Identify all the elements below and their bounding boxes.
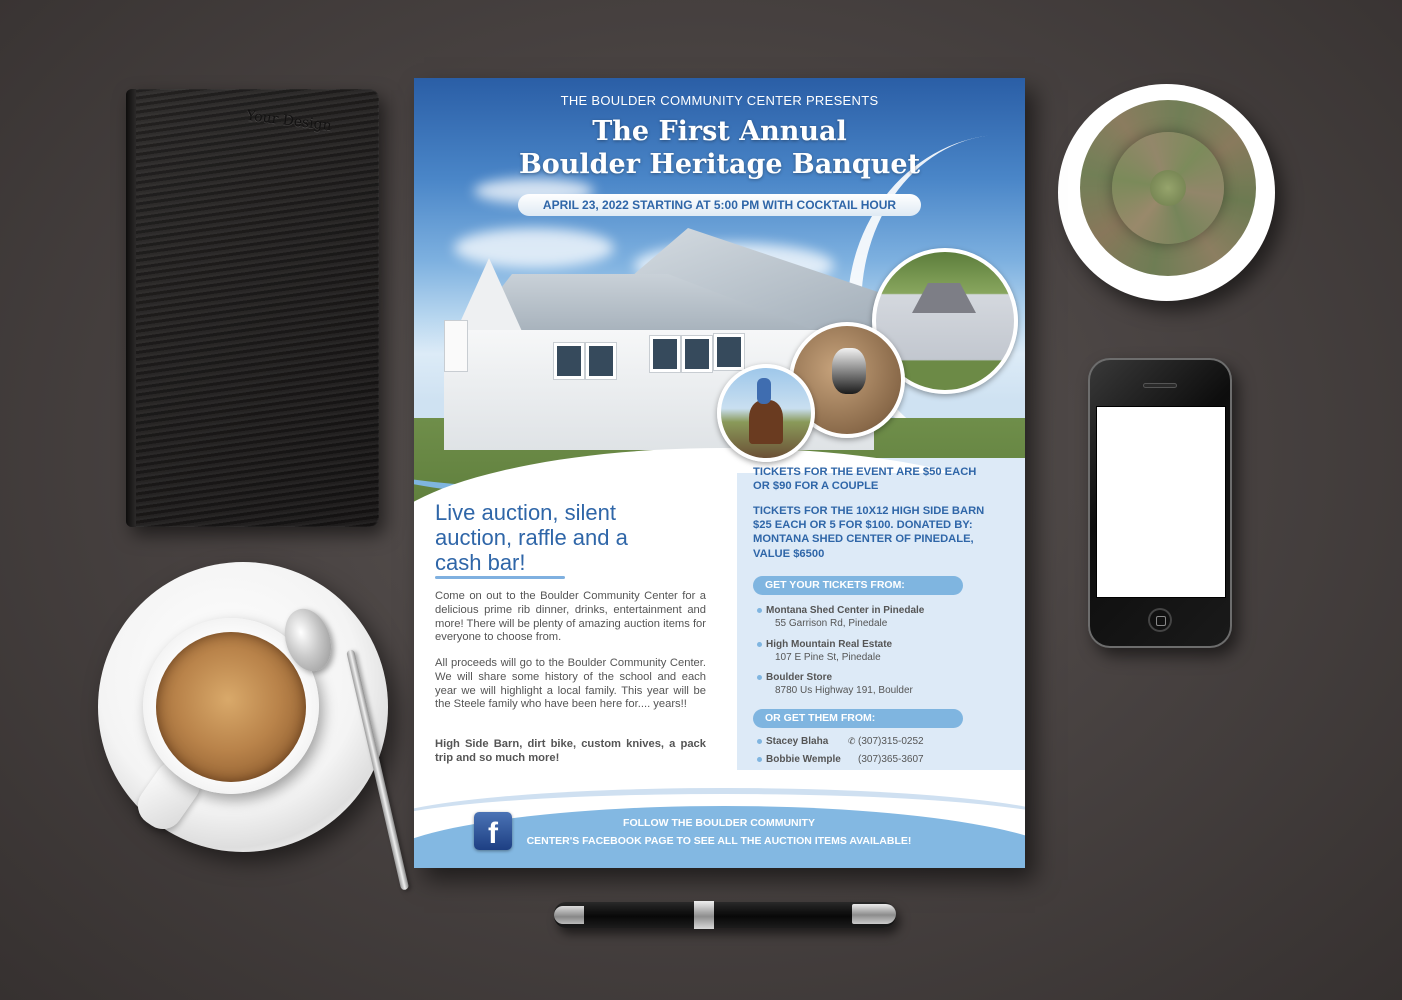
- bullet-icon: [757, 642, 762, 647]
- building-door: [444, 320, 468, 372]
- headline-line-3: cash bar!: [435, 550, 526, 575]
- headline-underline: [435, 576, 565, 579]
- presents-text: THE BOULDER COMMUNITY CENTER PRESENTS: [560, 93, 879, 108]
- or-get-them-heading: OR GET THEM FROM:: [753, 709, 963, 728]
- location-address: 55 Garrison Rd, Pinedale: [775, 618, 888, 629]
- footer-line-2: CENTER'S FACEBOOK PAGE TO SEE ALL THE AUCTION ITEMS AVAILABLE!: [526, 835, 912, 847]
- contact-name: Bobbie Wemple: [766, 754, 841, 765]
- notebook-emboss-text: Your Design: [245, 107, 333, 135]
- barn-raffle-info: [753, 504, 1003, 561]
- contact-name: Stacey Blaha: [766, 736, 829, 747]
- cloud: [454, 228, 614, 268]
- proceeds-paragraph: All proceeds will go to the Boulder Community Center. We will share some history of the school and each year we will highlight a local family. This year will be the Steele family who have been here for.... years!!: [435, 657, 706, 711]
- pen: [554, 902, 896, 928]
- pen-band: [694, 901, 714, 929]
- location-name: High Mountain Real Estate: [766, 639, 893, 650]
- notebook-spine: [126, 89, 136, 527]
- building-window: [586, 343, 616, 379]
- phone-screen: [1096, 406, 1226, 598]
- barn-line-2: $25 EACH OR 5 FOR $100. DONATED BY:: [753, 519, 973, 532]
- intro-paragraph: Come on out to the Boulder Community Center for a delicious prime rib dinner, drinks, entertainment and more! There will be plenty of amazing auction items for everyone to choose from.: [435, 590, 706, 644]
- event-title: [414, 115, 1025, 181]
- phone-icon: ✆: [848, 736, 856, 746]
- bullet-icon: [757, 757, 762, 762]
- phone-home-icon: [1156, 616, 1166, 626]
- footer-line-1: FOLLOW THE BOULDER COMMUNITY: [623, 817, 815, 829]
- auction-headline: [435, 500, 695, 575]
- coffee: [156, 632, 306, 782]
- pen-clip: [852, 904, 896, 924]
- ticket-contact: [766, 735, 1006, 748]
- location-name: Boulder Store: [766, 672, 833, 683]
- pen-tip: [554, 906, 584, 924]
- building-window: [554, 343, 584, 379]
- headline-line-2: auction, raffle and a: [435, 525, 628, 550]
- ticket-line-2: OR $90 FOR A COUPLE: [753, 480, 879, 493]
- location-address: 107 E Pine St, Pinedale: [775, 652, 881, 663]
- headline-line-1: Live auction, silent: [435, 500, 616, 525]
- barn-line-1: TICKETS FOR THE 10X12 HIGH SIDE BARN: [753, 505, 985, 517]
- barn-line-3: MONTANA SHED CENTER OF PINEDALE,: [753, 533, 974, 546]
- succulent-core: [1150, 170, 1186, 206]
- barn-line-4: VALUE $6500: [753, 547, 825, 560]
- contact-phone: (307)315-0252: [858, 736, 924, 747]
- phone-speaker: [1143, 383, 1177, 388]
- location-name: Montana Shed Center in Pinedale: [766, 605, 925, 616]
- building-window: [682, 336, 712, 372]
- get-tickets-heading: GET YOUR TICKETS FROM:: [753, 576, 963, 595]
- title-line-1: The First Annual: [592, 116, 847, 147]
- ticket-contact: [766, 753, 1006, 766]
- ticket-location: [766, 638, 1006, 664]
- ticket-line-1: TICKETS FOR THE EVENT ARE $50 EACH: [753, 466, 977, 478]
- title-line-2: Boulder Heritage Banquet: [518, 149, 921, 180]
- horse-rider: [757, 378, 771, 404]
- location-address: 8780 Us Highway 191, Boulder: [775, 685, 913, 696]
- facebook-callout: [519, 814, 919, 850]
- building-window: [714, 334, 744, 370]
- facebook-icon: f: [474, 812, 512, 850]
- ticket-location: [766, 671, 1006, 697]
- bullet-icon: [757, 739, 762, 744]
- bullet-icon: [757, 675, 762, 680]
- event-ticket-prices: [753, 465, 1003, 493]
- building-window: [650, 336, 680, 372]
- contact-phone: (307)365-3607: [858, 754, 924, 765]
- auction-items-paragraph: High Side Barn, dirt bike, custom knives, a pack trip and so much more!: [435, 738, 706, 764]
- dirt-bike-rider: [832, 348, 866, 394]
- bullet-icon: [757, 608, 762, 613]
- event-date: APRIL 23, 2022 STARTING AT 5:00 PM WITH COCKTAIL HOUR: [518, 194, 921, 216]
- flyer: [414, 78, 1025, 868]
- horse: [749, 400, 783, 444]
- notebook: [126, 89, 379, 527]
- ticket-location: [766, 604, 1006, 630]
